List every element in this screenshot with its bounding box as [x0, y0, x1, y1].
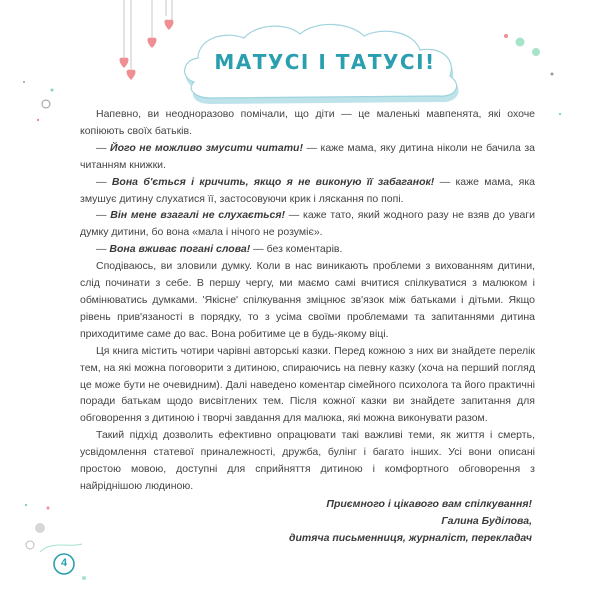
- quote-paragraph: — Вона б'ється і кричить, якщо я не виконую її забаганок! — каже мама, яка змушує дитину слухатися її, застосовуючи крик і ляскання по попі.: [80, 175, 535, 205]
- page-number: 4: [60, 557, 68, 569]
- quote-paragraph: — Він мене взагалі не слухається! — каже тато, який жодного разу не взяв до уваги думку дитини, бо вона «мала і нічого не розуміє».: [80, 209, 535, 239]
- signature-author: Галина Буділова,: [441, 514, 532, 527]
- signature-role: дитяча письменниця, журналіст, перекладач: [289, 531, 532, 544]
- paragraph: Такий підхід дозволить ефективно опрацювати такі важливі теми, як життя і смерть, усвідомлення статевої приналежності, дружба, булінг і багато інших. Усі вони описані простою мовою, доступні для сприйняття дитиною і комфортного обговорення з найріднішою людиною.: [80, 429, 535, 492]
- quote: Вона вживає погані слова!: [109, 243, 251, 256]
- signature-greeting: Приємного і цікавого вам спілкування!: [326, 498, 532, 510]
- heart-icon: [127, 70, 136, 80]
- signature: [232, 496, 532, 547]
- page-title: МАТУСІ І ТАТУСІ!: [214, 50, 436, 74]
- quote: Його не можливо змусити читати!: [110, 141, 303, 154]
- body-text: [80, 106, 535, 495]
- hanging-hearts: [124, 0, 172, 70]
- paragraph: Сподіваюсь, ви зловили думку. Коли в нас виникають проблеми з вихованням дитини, слід починати з себе. В першу чергу, ми маємо самі вчитися спілкуватися з малюком і обмінюватись думками. 'Якісне' спілкування зміцнює зв'язок між батьками і дітьми. Якщо рівень прив'язаності в порядку, то з усіма своїми проблемами та запитаннями дитина приходитиме саме до вас. Вона робитиме це в будь-якому віці.: [80, 260, 535, 340]
- quote-paragraph: — Вона вживає погані слова! — без коментарів.: [96, 243, 343, 256]
- paragraph: Ця книга містить чотири чарівні авторські казки. Перед кожною з них ви знайдете перелік тем, на які можна поговорити з дитиною, спираючись на певну казку (хоча на перший погляд це може бути не очевидним). Далі наведено коментар сімейного психолога та його практичні поради батькам щодо висвітлених тем. Після кожної казки ви знайдете запитання для обговорення з дитиною і творчі завдання для малюка, які можна виконувати разом.: [80, 344, 535, 425]
- heart-icon: [148, 38, 157, 48]
- quote: Вона б'ється і кричить, якщо я не виконую її забаганок!: [111, 175, 435, 188]
- heart-icon: [165, 20, 174, 30]
- quote-paragraph: — Його не можливо змусити читати! — каже мама, яку дитина ніколи не бачила за читанням книжки.: [80, 141, 535, 171]
- heart-icon: [120, 58, 129, 68]
- paragraph: Напевно, ви неодноразово помічали, що діти — це маленькі мавпенята, які охоче копіюють своїх батьків.: [80, 108, 535, 137]
- quote: Він мене взагалі не слухається!: [110, 209, 286, 222]
